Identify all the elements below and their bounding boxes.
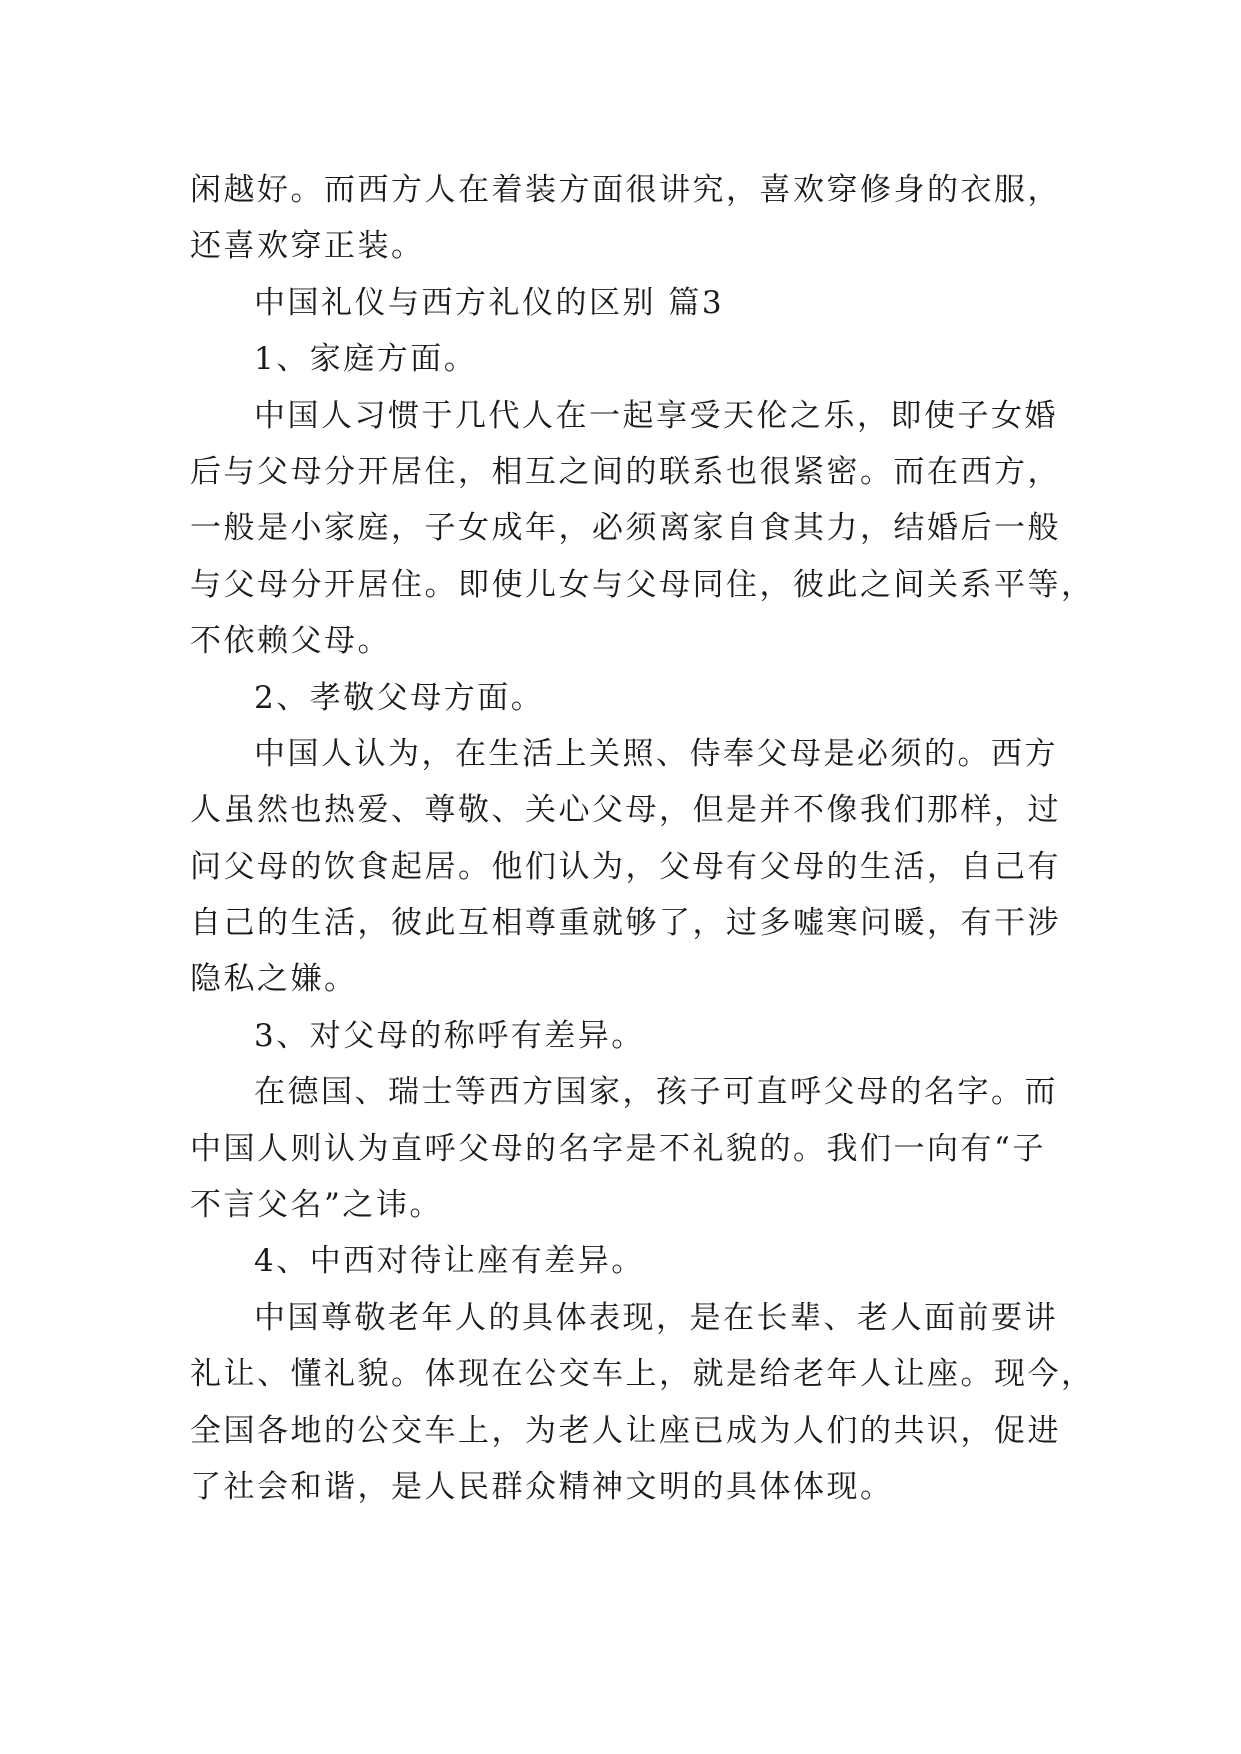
paragraph-line: 中国人则认为直呼父母的名字是不礼貌的。我们一向有“子 bbox=[190, 1130, 1046, 1167]
paragraph-line: 礼让、懂礼貌。体现在公交车上，就是给老年人让座。现今， bbox=[190, 1356, 1095, 1393]
subheading: 1、家庭方面。 bbox=[254, 341, 478, 378]
paragraph-line: 问父母的饮食起居。他们认为，父母有父母的生活，自己有 bbox=[190, 848, 1061, 885]
paragraph-line: 全国各地的公交车上，为老人让座已成为人们的共识，促进 bbox=[190, 1412, 1061, 1449]
paragraph-line: 不依赖父母。 bbox=[190, 623, 391, 660]
paragraph-line: 闲越好。而西方人在着装方面很讲究，喜欢穿修身的衣服， bbox=[190, 172, 1061, 208]
paragraph-line: 了社会和谐，是人民群众精神文明的具体体现。 bbox=[190, 1468, 894, 1505]
paragraph-line: 与父母分开居住。即使儿女与父母同住，彼此之间关系平等， bbox=[190, 566, 1095, 603]
document-body bbox=[190, 162, 1095, 1515]
subheading: 4、中西对待让座有差异。 bbox=[254, 1243, 645, 1280]
section-heading: 中国礼仪与西方礼仪的区别 篇3 bbox=[254, 284, 725, 321]
subheading: 2、孝敬父母方面。 bbox=[254, 679, 545, 716]
paragraph-line: 自己的生活，彼此互相尊重就够了，过多嘘寒问暖，有干涉 bbox=[190, 905, 1061, 942]
paragraph-line: 在德国、瑞士等西方国家，孩子可直呼父母的名字。而 bbox=[254, 1074, 1058, 1111]
paragraph-line: 中国尊敬老年人的具体表现，是在长辈、老人面前要讲 bbox=[254, 1299, 1058, 1336]
paragraph-line: 后与父母分开居住，相互之间的联系也很紧密。而在西方， bbox=[190, 453, 1061, 490]
paragraph-line: 隐私之嫌。 bbox=[190, 961, 358, 998]
paragraph-line: 一般是小家庭，子女成年，必须离家自食其力，结婚后一般 bbox=[190, 510, 1061, 547]
paragraph-line: 中国人习惯于几代人在一起享受天伦之乐，即使子女婚 bbox=[254, 397, 1058, 434]
paragraph-line: 还喜欢穿正装。 bbox=[190, 228, 425, 265]
paragraph-line: 不言父名”之讳。 bbox=[190, 1187, 443, 1224]
subheading: 3、对父母的称呼有差异。 bbox=[254, 1017, 645, 1054]
paragraph-line: 中国人认为，在生活上关照、侍奉父母是必须的。西方 bbox=[254, 735, 1058, 772]
paragraph-line: 人虽然也热爱、尊敬、关心父母，但是并不像我们那样，过 bbox=[190, 792, 1061, 829]
